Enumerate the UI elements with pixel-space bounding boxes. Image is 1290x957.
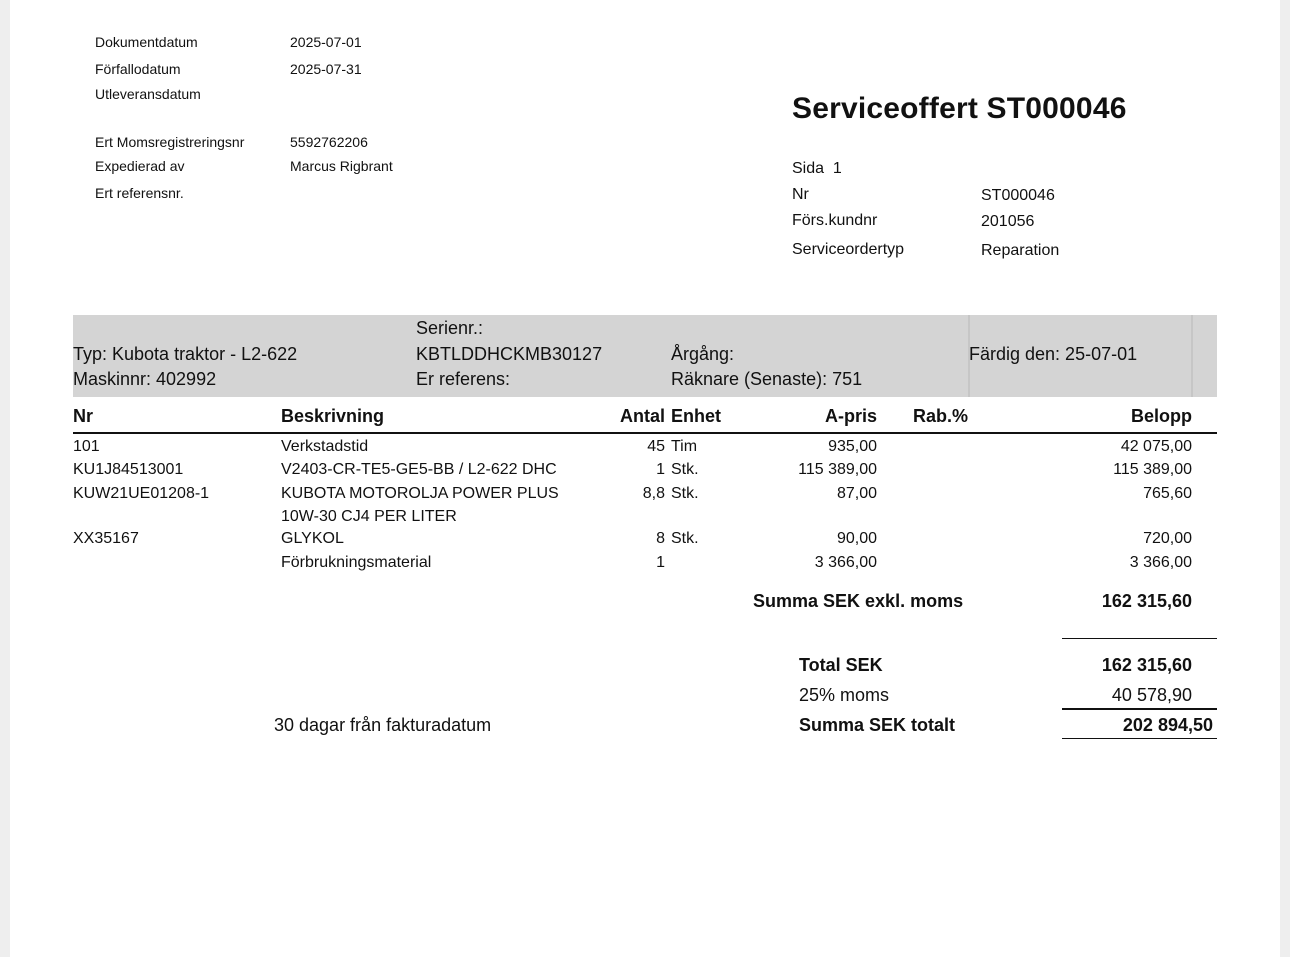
row-description: GLYKOL [281,530,344,547]
payment-terms: 30 dagar från fakturadatum [274,715,492,735]
reference-label: Ert referensnr. [95,185,184,201]
vat-reg-value: 5592762206 [290,134,368,150]
customer-nr-label: Förs.kundnr [792,212,878,229]
row-unit-price: 87,00 [836,485,877,502]
order-type-label: Serviceordertyp [792,241,905,258]
row-unit-price: 935,00 [828,438,877,455]
document-date-label: Dokumentdatum [95,34,198,50]
row-description: Verkstadstid [281,438,369,455]
subtotal-value: 162 315,60 [1101,591,1192,611]
row-quantity: 45 [647,438,665,455]
reference-field-label: Er referens: [416,369,511,389]
subtotal-label: Summa SEK exkl. moms [753,591,964,611]
vat-rule [1062,708,1217,710]
row-amount: 765,60 [1143,485,1192,502]
col-header-description: Beskrivning [281,406,385,426]
handled-by-label: Expedierad av [95,158,185,174]
total-value: 162 315,60 [1101,655,1192,675]
row-unit-price: 115 389,00 [798,461,877,478]
document-title: Serviceoffert ST000046 [792,92,1127,125]
row-unit: Stk. [671,461,699,478]
serial-label: Serienr.: [416,318,484,338]
page-number: 1 [832,160,842,177]
row-unit: Stk. [671,485,699,502]
order-type-value: Reparation [981,242,1060,259]
vat-value: 40 578,90 [1111,685,1192,705]
row-unit-price: 3 366,00 [814,554,877,571]
row-description: V2403-CR-TE5-GE5-BB / L2-622 DHC [281,461,557,478]
model-year-label: Årgång: [671,344,735,364]
row-nr: KUW21UE01208-1 [73,485,210,502]
customer-nr-value: 201056 [981,213,1035,230]
row-quantity: 1 [656,461,665,478]
counter-reading: Räknare (Senaste): 751 [671,369,863,389]
row-description-line2: 10W-30 CJ4 PER LITER [281,508,457,525]
due-date-value: 2025-07-31 [290,61,362,77]
col-header-nr: Nr [73,406,94,426]
finished-date: Färdig den: 25-07-01 [969,344,1138,364]
row-amount: 3 366,00 [1129,554,1192,571]
delivery-date-label: Utleveransdatum [95,86,201,102]
col-header-quantity: Antal [620,406,665,426]
serial-value: KBTLDDHCKMB30127 [416,344,603,364]
row-description: KUBOTA MOTOROLJA POWER PLUS [281,485,559,502]
row-description: Förbrukningsmaterial [281,554,432,571]
grand-total-label: Summa SEK totalt [799,715,956,735]
handled-by-value: Marcus Rigbrant [290,158,393,174]
document-page [10,0,1280,957]
nr-value: ST000046 [981,187,1055,204]
col-header-amount: Belopp [1131,406,1192,426]
row-unit-price: 90,00 [836,530,877,547]
row-quantity: 8 [656,530,665,547]
col-header-discount: Rab.% [912,406,968,426]
row-nr: XX35167 [73,530,139,547]
due-date-label: Förfallodatum [95,61,181,77]
row-quantity: 1 [656,554,665,571]
row-quantity: 8,8 [642,485,665,502]
row-unit: Tim [671,438,698,455]
row-amount: 42 075,00 [1120,438,1192,455]
row-nr: KU1J84513001 [73,461,184,478]
vat-label: 25% moms [799,685,890,705]
row-unit: Stk. [671,530,699,547]
col-header-unit: Enhet [671,406,722,426]
page-indicator [792,160,842,178]
row-amount: 720,00 [1143,530,1192,547]
vat-reg-label: Ert Momsregistreringsnr [95,134,245,150]
table-header-rule [73,432,1217,434]
col-header-unit-price: A-pris [824,406,877,426]
total-label: Total SEK [799,655,883,675]
row-amount: 115 389,00 [1113,461,1192,478]
subtotal-rule [1062,638,1217,639]
page-label: Sida [792,160,825,177]
band-divider [1191,315,1193,397]
document-date-value: 2025-07-01 [290,34,362,50]
machine-type: Typ: Kubota traktor - L2-622 [73,344,298,364]
machine-number: Maskinnr: 402992 [73,369,217,389]
nr-label: Nr [792,186,809,203]
row-nr: 101 [73,438,100,455]
grand-total-rule [1062,738,1217,739]
grand-total-value: 202 894,50 [1122,715,1213,735]
